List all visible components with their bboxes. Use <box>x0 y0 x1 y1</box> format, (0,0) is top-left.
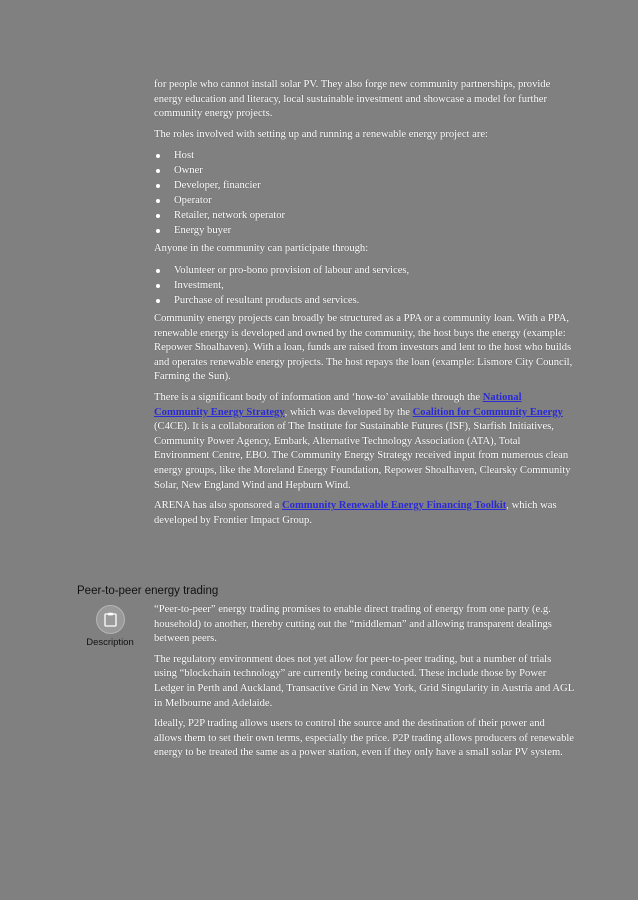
list-item: Developer, financier <box>154 178 574 193</box>
resources-paragraph <box>154 391 574 493</box>
participation-list <box>154 263 574 308</box>
text: There is a significant body of information and ‘how-to’ available through the <box>154 391 483 403</box>
text: ARENA has also sponsored a <box>154 500 282 512</box>
text: , which was developed by the <box>284 406 413 418</box>
list-item: Volunteer or pro-bono provision of labour and services, <box>154 263 574 278</box>
arena-paragraph <box>154 499 574 528</box>
section-text <box>154 603 574 767</box>
section-title: Peer-to-peer energy trading <box>77 585 219 597</box>
list-item: Host <box>154 148 574 163</box>
list-item: Retailer, network operator <box>154 208 574 223</box>
list-item: Operator <box>154 193 574 208</box>
section-paragraph: Ideally, P2P trading allows users to control the source and the destination of their power and allows them to set their own terms, especially the price. P2P trading allows producers of renewable energy to be treated the same as a power station, even if they only have a small solar PV system. <box>154 718 575 759</box>
description-badge <box>77 603 143 767</box>
section-paragraph: The regulatory environment does not yet allow for peer-to-peer trading, but a number of trials using “blockchain technology” are currently being conducted. These include those by Power Ledger in Perth and Auckland, Transactive Grid in New York, Grid Singularity in Austria and AGL in Melbourne and Adelaide. <box>154 653 574 709</box>
financing-toolkit-link[interactable]: Community Renewable Energy Financing Toolkit <box>282 500 507 512</box>
list-item: Owner <box>154 163 574 178</box>
section-paragraph: “Peer-to-peer” energy trading promises to enable direct trading of energy from one party (e.g. household) to another, thereby cutting out the “middleman” and allowing transparent dealings between peers. <box>154 604 552 645</box>
participation-intro: Anyone in the community can participate through: <box>154 243 369 255</box>
description-label: Description <box>86 637 134 648</box>
list-item: Energy buyer <box>154 223 574 238</box>
document-body <box>154 78 574 534</box>
national-community-energy-strategy-link[interactable]: National Community Energy Strategy <box>154 391 522 418</box>
list-item: Investment, <box>154 278 574 293</box>
peer-to-peer-section <box>77 585 577 767</box>
structure-paragraph: Community energy projects can broadly be structured as a PPA or a community loan. With a PPA, renewable energy is developed and owned by the community, the host buys the energy (example: Repower Shoalhaven). With a loan, funds are raised from investors and lent to the host who builds and operates renewable energy projects. The host repays the loan (example: Lismore City Council, Farming the Sun). <box>154 312 573 383</box>
coalition-for-community-energy-link[interactable]: Coalition for Community Energy <box>412 406 563 418</box>
text: , which was developed by Frontier Impact Group. <box>154 500 557 526</box>
clipboard-icon <box>96 605 125 634</box>
roles-intro: The roles involved with setting up and running a renewable energy project are: <box>154 128 488 140</box>
list-item: Purchase of resultant products and services. <box>154 293 574 308</box>
text: (C4CE). It is a collaboration of The Institute for Sustainable Futures (ISF), Starfish Initiatives, Community Power Agency, Embark, Alternative Technology Association (ATA), Total Environment Centre, EBO. The Community Energy Strategy received input from numerous clean energy groups, like the Moreland Energy Foundation, Repower Shoalhaven, Clearsky Community Solar, New England Wind and Hepburn Wind. <box>154 421 571 491</box>
roles-list <box>154 148 574 238</box>
intro-paragraph: for people who cannot install solar PV. They also forge new community partnerships, provide energy education and literacy, local sustainable investment and showcase a model for further community energy projects. <box>154 79 551 120</box>
